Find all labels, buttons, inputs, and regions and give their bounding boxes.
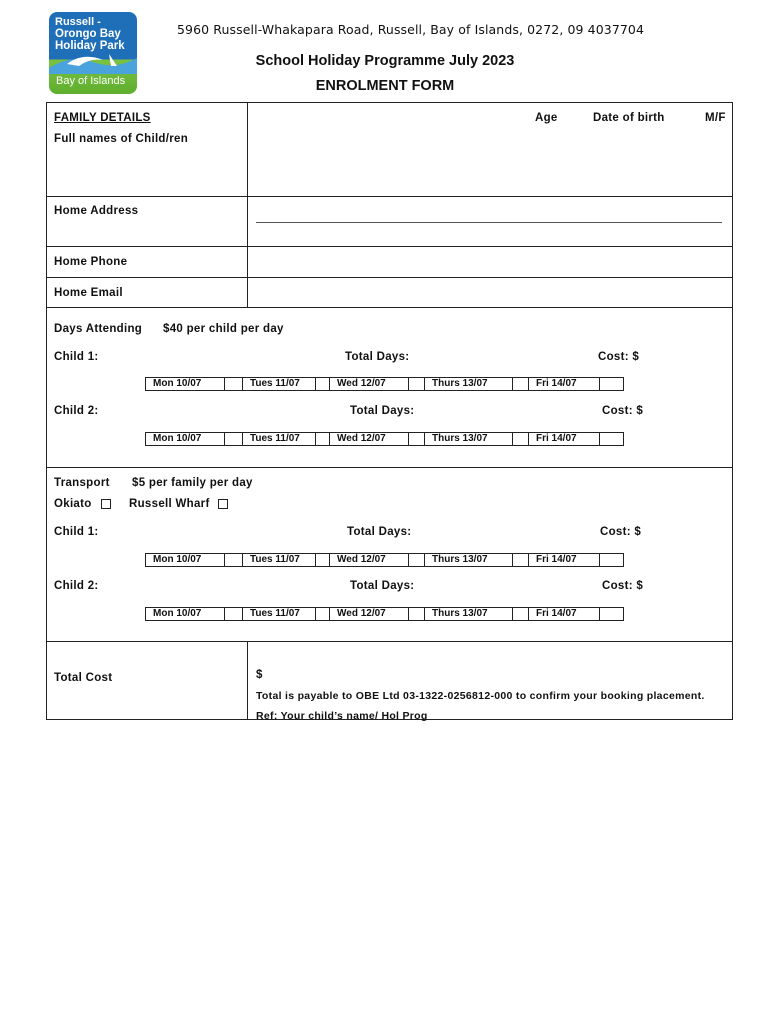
days-child1-label: Child 1: (54, 351, 99, 363)
total-dollar: $ (256, 669, 263, 681)
address-line[interactable] (256, 222, 722, 223)
payment-reference: Ref: Your child’s name/ Hol Prog (256, 710, 428, 722)
transport-price: $5 per family per day (132, 477, 253, 489)
logo-line-4: Bay of Islands (56, 75, 126, 87)
day-checkbox[interactable] (408, 432, 425, 446)
day-checkbox[interactable] (315, 432, 330, 446)
russell-wharf-label: Russell Wharf (129, 498, 210, 510)
transport-child2-cost: Cost: $ (602, 580, 644, 592)
family-details-heading: FAMILY DETAILS (54, 112, 151, 124)
child-names-label: Full names of Child/ren (54, 133, 189, 145)
day-checkbox[interactable] (315, 377, 330, 391)
age-label: Age (535, 112, 558, 124)
day-checkbox[interactable] (512, 377, 529, 391)
dob-label: Date of birth (593, 112, 665, 124)
day-checkbox[interactable] (599, 607, 624, 621)
days-attending-label: Days Attending (54, 323, 143, 335)
day-checkbox[interactable] (512, 432, 529, 446)
day-checkbox[interactable] (408, 553, 425, 567)
home-phone-label: Home Phone (54, 256, 128, 268)
form-title: School Holiday Programme July 2023 (255, 53, 515, 69)
row-divider (46, 307, 733, 308)
days-child2-total: Total Days: (350, 405, 415, 417)
day-mon: Mon 10/07 (145, 553, 225, 567)
day-wed: Wed 12/07 (329, 432, 409, 446)
days-child2-label: Child 2: (54, 405, 99, 417)
transport-child1-total: Total Days: (347, 526, 412, 538)
okiato-label: Okiato (54, 498, 92, 510)
payment-instructions: Total is payable to OBE Ltd 03-1322-0256812-000 to confirm your booking placement. (256, 690, 705, 702)
day-tue: Tues 11/07 (242, 377, 316, 391)
day-tue: Tues 11/07 (242, 432, 316, 446)
logo-line-2: Orongo Bay (55, 28, 121, 40)
day-fri: Fri 14/07 (528, 553, 600, 567)
day-checkbox[interactable] (224, 607, 243, 621)
day-wed: Wed 12/07 (329, 553, 409, 567)
day-wed: Wed 12/07 (329, 607, 409, 621)
russell-wharf-checkbox[interactable] (218, 499, 228, 509)
column-divider (247, 102, 248, 308)
day-mon: Mon 10/07 (145, 607, 225, 621)
row-divider (46, 467, 733, 468)
transport-child2-grid (146, 607, 624, 621)
day-fri: Fri 14/07 (528, 607, 600, 621)
days-child1-cost: Cost: $ (598, 351, 640, 363)
day-checkbox[interactable] (224, 553, 243, 567)
logo-line-1: Russell - (55, 16, 101, 28)
days-child2-cost: Cost: $ (602, 405, 644, 417)
okiato-checkbox[interactable] (101, 499, 111, 509)
day-thu: Thurs 13/07 (424, 432, 513, 446)
transport-child2-total: Total Days: (350, 580, 415, 592)
days-child1-grid (146, 377, 624, 391)
day-thu: Thurs 13/07 (424, 553, 513, 567)
days-child1-total: Total Days: (345, 351, 410, 363)
home-email-label: Home Email (54, 287, 123, 299)
day-checkbox[interactable] (599, 377, 624, 391)
row-divider (46, 246, 733, 247)
home-address-label: Home Address (54, 205, 139, 217)
day-tue: Tues 11/07 (242, 553, 316, 567)
row-divider (46, 196, 733, 197)
day-checkbox[interactable] (408, 607, 425, 621)
transport-child1-label: Child 1: (54, 526, 99, 538)
day-checkbox[interactable] (315, 553, 330, 567)
russell-wharf-option (129, 498, 228, 510)
okiato-option (54, 498, 111, 510)
total-cost-label: Total Cost (54, 672, 113, 684)
day-checkbox[interactable] (224, 377, 243, 391)
row-divider (46, 277, 733, 278)
day-fri: Fri 14/07 (528, 432, 600, 446)
day-checkbox[interactable] (408, 377, 425, 391)
days-price: $40 per child per day (163, 323, 284, 335)
days-child2-grid (146, 432, 624, 446)
day-mon: Mon 10/07 (145, 432, 225, 446)
day-wed: Wed 12/07 (329, 377, 409, 391)
day-thu: Thurs 13/07 (424, 377, 513, 391)
transport-child1-cost: Cost: $ (600, 526, 642, 538)
day-checkbox[interactable] (512, 553, 529, 567)
day-tue: Tues 11/07 (242, 607, 316, 621)
day-mon: Mon 10/07 (145, 377, 225, 391)
day-checkbox[interactable] (512, 607, 529, 621)
row-divider (46, 641, 733, 642)
day-checkbox[interactable] (315, 607, 330, 621)
transport-child1-grid (146, 553, 624, 567)
day-checkbox[interactable] (599, 432, 624, 446)
transport-label: Transport (54, 477, 110, 489)
form-subtitle: ENROLMENT FORM (315, 78, 455, 94)
logo-line-3: Holiday Park (55, 40, 125, 52)
day-checkbox[interactable] (224, 432, 243, 446)
day-checkbox[interactable] (599, 553, 624, 567)
day-thu: Thurs 13/07 (424, 607, 513, 621)
day-fri: Fri 14/07 (528, 377, 600, 391)
park-address: 5960 Russell-Whakapara Road, Russell, Bay of Islands, 0272, 09 4037704 (177, 22, 645, 37)
mf-label: M/F (705, 112, 726, 124)
transport-child2-label: Child 2: (54, 580, 99, 592)
column-divider (247, 641, 248, 720)
